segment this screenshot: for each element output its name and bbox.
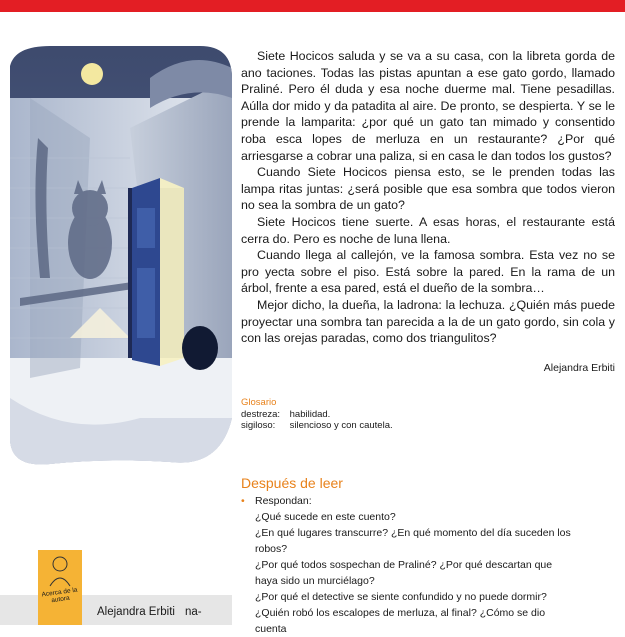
story-paragraph: Cuando llega al callejón, ve la famosa sombra. Esta vez no se pro yecta sobre el piso. Está sobre la pared. En la rama de un árbol, frente a esa pared, está el dueño de la sombra… [241, 248, 615, 296]
after-reading-title: Después de leer [241, 475, 343, 491]
question-item: ¿Qué sucede en este cuento? [255, 511, 396, 523]
question-item: ¿Por qué el detective se siente confundido y no puede dormir? [255, 591, 547, 603]
ribbon-label: Acerca de la autora [41, 586, 78, 605]
glossary-definition: habilidad. [289, 408, 331, 420]
garbage-bag [182, 326, 218, 370]
author-strip-name: Alejandra Erbiti [97, 606, 175, 618]
question-item: ¿Por qué todos sospechan de Praliné? ¿Por qué descartan que haya sido un murciélago? [255, 559, 553, 587]
author-portrait-icon [38, 550, 82, 590]
story-paragraph: Siete Hocicos saluda y se va a su casa, con la libreta gorda de ano taciones. Todas las pistas apuntan a ese gato gordo, llamado Praliné. Pero él duda y esa noche duerme mal. Tiene pesadillas. Aúlla dor mido y da patadita al aire. De pronto, se despierta. Y se le prende la lamparita: ¿por qué un gato tan mimado y consentido roba esca lopes de merluza en un restaurante? ¿Por qué arriesgarse a cobrar una paliza, si en casa le dan todos los gustos? [241, 49, 615, 163]
question-item: ¿Quién robó los escalopes de merluza, al final? ¿Cómo se dio cuenta [255, 607, 546, 635]
story-paragraph: Cuando Siete Hocicos piensa esto, se le prenden todas las lampa ritas juntas: ¿será posible que esa sombra que todos vieron no sea la sombra de un gato? [241, 165, 615, 213]
moon [81, 63, 103, 85]
glossary [241, 397, 393, 432]
top-red-bar [0, 0, 625, 12]
author-strip-tail: na- [185, 606, 202, 618]
glossary-term: destreza: [241, 408, 281, 420]
questions-intro-text: Respondan: [255, 495, 312, 507]
story-paragraph: Mejor dicho, la dueña, la ladrona: la lechuza. ¿Quién más puede proyectar una sombra tan parecida a la de un gato gordo, sin cola y con las orejas paradas, como dos triangulitos? [241, 297, 615, 346]
story-illustration [10, 38, 232, 470]
story-author: Alejandra Erbiti [543, 362, 615, 374]
glossary-entry [241, 409, 393, 421]
question-item: ¿En qué lugares transcurre? ¿En qué momento del día suceden los robos? [255, 527, 571, 555]
glossary-term: sigiloso: [241, 420, 276, 431]
bullet-icon: • [241, 495, 245, 507]
glossary-entry [241, 420, 393, 432]
questions-intro [241, 493, 571, 509]
glossary-title: Glosario [241, 397, 277, 408]
glossary-definition: silencioso y con cautela. [289, 420, 393, 431]
story-paragraph: Siete Hocicos tiene suerte. A esas horas, el restaurante está cerra do. Pero es noche de luna llena. [241, 214, 615, 246]
after-reading-questions [241, 493, 571, 637]
story-text [241, 48, 615, 347]
